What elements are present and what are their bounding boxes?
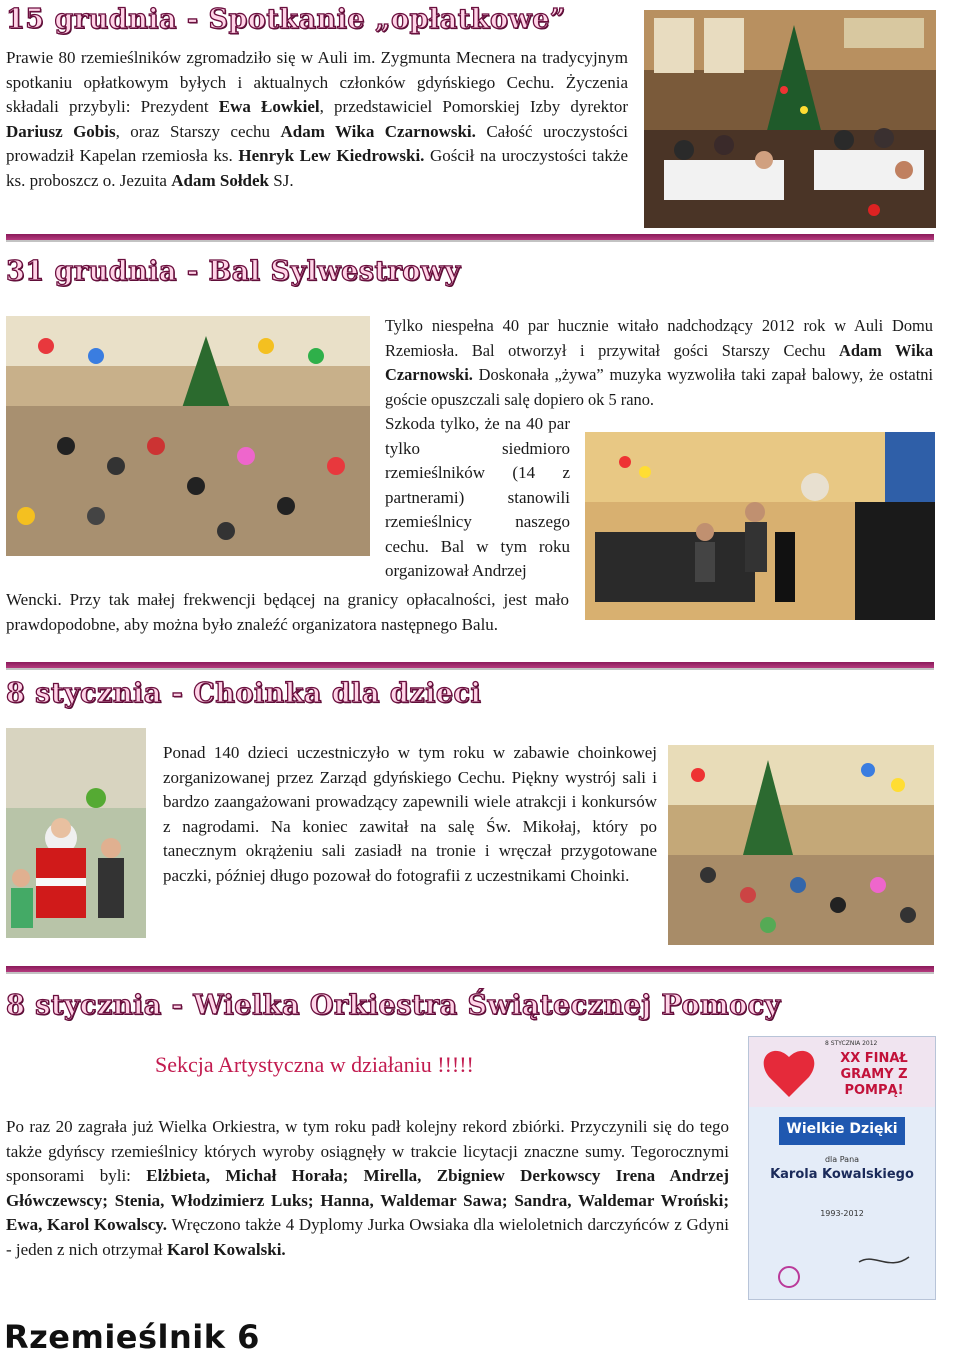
section-divider [6,662,934,670]
article-wosp: Po raz 20 zagrała już Wielka Orkiestra, w tym roku padł kolejny rekord zbiórki. Przyczynili się do tego także gdyńscy rzemieślnicy których wyroby osiągnęły w trakcie licytacji znaczne sumy. Tegorocznymi sponsorami byli: Elżbieta, Michał Horała; Mirella, Zbigniew Derkowscy Irena Andrzej Główczewscy; Stenia, Włodzimierz Luks; Hanna, Waldemar Sawa; Sandra, Waldemar Wroński; Ewa, Karol Kowalscy. Wręczono także 4 Dyplomy Jurka Owsiaka dla wieloletnich darczyńców z Gdyni - jeden z nich otrzymał Karol Kowalski. [6,1117,729,1259]
article-choinka: Ponad 140 dzieci uczestniczyło w tym roku w zabawie choinkowej zorganizowanej przez Zarząd gdyńskiego Cechu. Piękny wystrój sali i bardzo zaangażowani prowadzący zapewnili wiele atrakcji i konkursów z nagrodami. Na koniec zawitał na salę Św. Mikołaj, który po tanecznym okrążeniu sali zasiadł na tronie i wręczał przygotowane paczki, później długo pozował do fotografii z uczestnikami Choinki. [163,743,657,885]
diploma-date: 8 STYCZNIA 2012 [825,1040,878,1047]
article-sylwester-body: Szkoda tylko, że na 40 par tylko siedmioro rzemieślników (14 z partnerami) stanowili rzemieślnicy naszego cechu. Bal w tym roku organizował Andrzej [385,414,570,580]
diploma-thanks: Wielkie Dzięki [786,1121,898,1137]
section-divider [6,966,934,974]
article-oplatek: Prawie 80 rzemieślników zgromadziło się w Auli im. Zygmunta Mecnera na tradycyjnym spotkaniu opłatkowym byłych i aktualnych członków gdyńskiego Cechu. Życzenia składali przybyli: Prezydent Ewa Łowkiel, przedstawiciel Pomorskiej Izby dyrektor Dariusz Gobis, oraz Starszy cechu Adam Wika Czarnowski. Całość uroczystości prowadził Kapelan rzemiosła ks. Henryk Lew Kiedrowski. Gościł na uroczystości także ks. proboszcz o. Jezuita Adam Sołdek SJ. [6,48,628,190]
section-heading-wosp: 8 stycznia - Wielka Orkiestra Świątecznej Pomocy [6,990,781,1021]
photo-oplatek-hall [644,10,936,228]
photo-ball-dancefloor [6,316,370,556]
section-heading-choinka: 8 stycznia - Choinka dla dzieci [6,678,482,709]
section-divider [6,234,934,242]
diploma-years: 1993-2012 [820,1209,864,1218]
section-subtitle-wosp: Sekcja Artystyczna w działaniu !!!!! [155,1052,474,1077]
article-sylwester-continued: Wencki. Przy tak małej frekwencji będącej na granicy opłacalności, jest mało prawdopodobne, aby można było znaleźć organizatora następnego Balu. [6,590,569,634]
page-footer: Rzemieślnik 6 [4,1318,260,1356]
photo-children-party [668,745,934,945]
diploma-name: Karola Kowalskiego [770,1167,914,1182]
article-sylwester-intro: Tylko niespełna 40 par hucznie witało nadchodzący 2012 rok w Auli Domu Rzemiosła. Bal otworzył i przywitał gości Starszy Cechu Adam Wika Czarnowski. Doskonała „żywa” muzyka wyzwoliła taki zapał balowy, że ostatni goście opuszczali salę dopiero ok 5 rano. [385,316,934,409]
photo-wosp-diploma [748,1036,936,1300]
diploma-header: XX FINAŁ GRAMY Z POMPĄ! [840,1051,908,1098]
photo-santa-children [6,728,146,938]
photo-ball-stage [585,432,935,620]
section-heading-oplatek: 15 grudnia - Spotkanie „opłatkowe” [6,4,566,35]
diploma-for: dla Pana [824,1155,860,1164]
section-heading-sylwester: 31 grudnia - Bal Sylwestrowy [6,256,461,287]
